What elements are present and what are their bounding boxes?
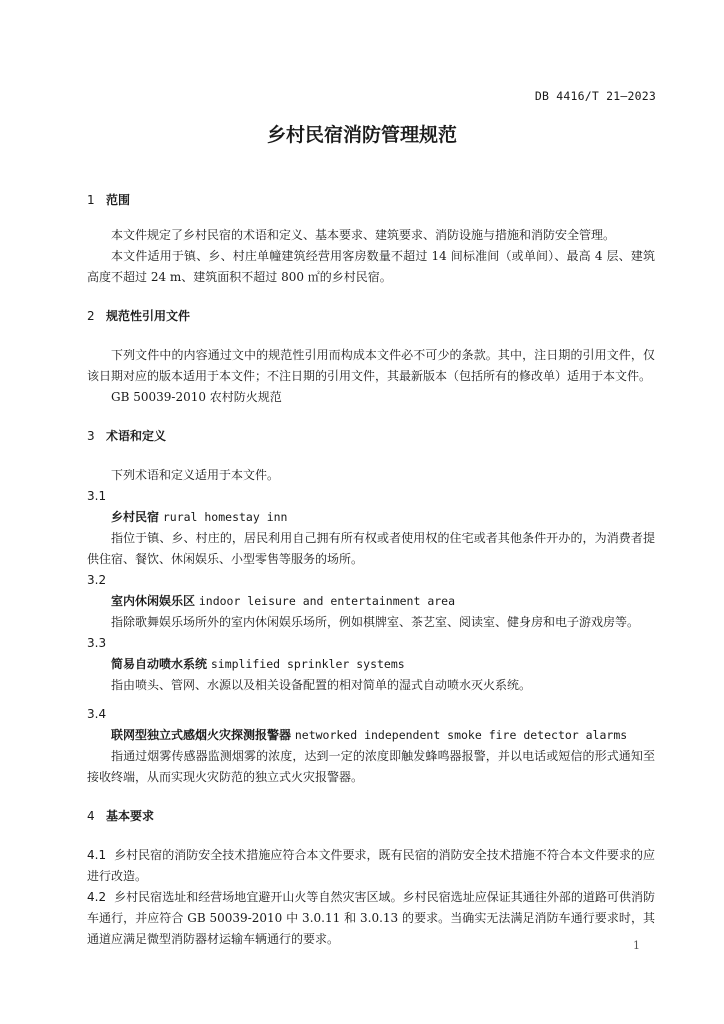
- normative-reference: GB 50039-2010 农村防火规范: [111, 390, 282, 404]
- term-number: 3.1: [87, 489, 107, 503]
- clause: [87, 845, 655, 887]
- clause-number: 4.2: [87, 890, 107, 904]
- term-definition: 指通过烟雾传感器监测烟雾的浓度，达到一定的浓度即触发蜂鸣器报警，并以电话或短信的形式通知至接收终端，从而实现火灾防范的独立式火灾报警器。: [87, 749, 655, 784]
- section-number: 4: [87, 809, 95, 823]
- paragraph: 下列术语和定义适用于本文件。: [111, 468, 280, 482]
- section-title: 术语和定义: [106, 429, 167, 443]
- term-name: [87, 507, 655, 528]
- clause-number: 4.1: [87, 848, 107, 862]
- page-number: 1: [633, 939, 640, 952]
- document-code: DB 4416/T 21—2023: [534, 89, 656, 103]
- section-heading-2: [87, 306, 655, 327]
- paragraph: 下列文件中的内容通过文中的规范性引用而构成本文件必不可少的条款。其中，注日期的引用文件，仅该日期对应的版本适用于本文件；不注日期的引用文件，其最新版本（包括所有的修改单）适用于本文件。: [87, 348, 655, 383]
- section-title: 范围: [106, 193, 131, 207]
- paragraph: 本文件适用于镇、乡、村庄单幢建筑经营用客房数量不超过 14 间标准间（或单间）、最高 4 层、建筑高度不超过 24 m、建筑面积不超过 800 ㎡的乡村民宿。: [87, 249, 655, 284]
- clause-text: 乡村民宿选址和经营场地宜避开山火等自然灾害区域。乡村民宿选址应保证其通往外部的道路可供消防车通行，并应符合 GB 50039-2010 中 3.0.11 和 3.0.13 的要求。当确实无法满足消防车通行要求时，其通道应满足微型消防器材运输车辆通行的要求。: [87, 890, 655, 946]
- section-title: 基本要求: [106, 809, 155, 823]
- term-definition: 指由喷头、管网、水源以及相关设备配置的相对简单的湿式自动喷水灭火系统。: [111, 678, 532, 692]
- term-name-zh: 室内休闲娱乐区: [111, 594, 196, 608]
- term-number: 3.2: [87, 573, 107, 587]
- document-body: [87, 190, 655, 950]
- term-name-en: simplified sprinkler systems: [210, 657, 405, 671]
- section-heading-3: [87, 426, 655, 447]
- term-number: 3.3: [87, 636, 107, 650]
- term-definition: 指位于镇、乡、村庄的，居民利用自己拥有所有权或者使用权的住宅或者其他条件开办的，为消费者提供住宿、餐饮、休闲娱乐、小型零售等服务的场所。: [87, 531, 655, 566]
- term-name-zh: 乡村民宿: [111, 510, 160, 524]
- term-name: [87, 725, 655, 746]
- term-name: [87, 654, 655, 675]
- term-number: 3.4: [87, 707, 107, 721]
- term-name-en: rural homestay inn: [162, 510, 288, 524]
- document-title: 乡村民宿消防管理规范: [266, 124, 457, 146]
- term-name-zh: 联网型独立式感烟火灾探测报警器: [111, 728, 292, 742]
- term-name-en: indoor leisure and entertainment area: [198, 594, 456, 608]
- paragraph: 本文件规定了乡村民宿的术语和定义、基本要求、建筑要求、消防设施与措施和消防安全管理。: [111, 228, 616, 242]
- term-name-zh: 简易自动喷水系统: [111, 657, 208, 671]
- section-number: 1: [87, 193, 95, 207]
- section-number: 2: [87, 309, 95, 323]
- section-number: 3: [87, 429, 95, 443]
- clause: [87, 887, 655, 950]
- section-heading-1: [87, 190, 655, 211]
- term-definition: 指除歌舞娱乐场所外的室内休闲娱乐场所，例如棋牌室、茶艺室、阅读室、健身房和电子游戏房等。: [111, 615, 640, 629]
- section-title: 规范性引用文件: [106, 309, 191, 323]
- section-heading-4: [87, 806, 655, 827]
- term-name-en: networked independent smoke fire detector alarms: [294, 728, 628, 742]
- term-name: [87, 591, 655, 612]
- clause-text: 乡村民宿的消防安全技术措施应符合本文件要求，既有民宿的消防安全技术措施不符合本文件要求的应进行改造。: [87, 848, 655, 883]
